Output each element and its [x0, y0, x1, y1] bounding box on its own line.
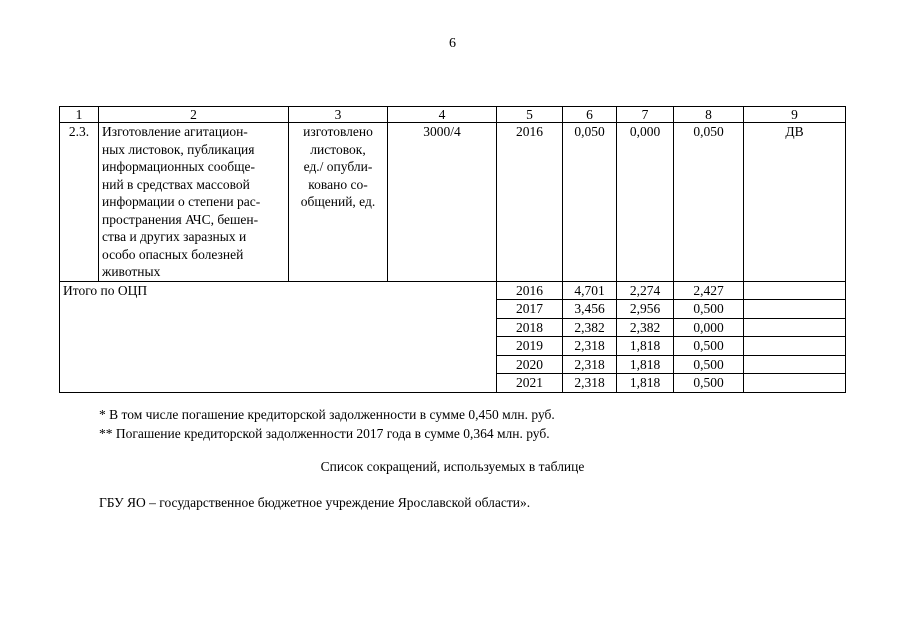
- total-c6: 3,456: [563, 300, 617, 319]
- total-year: 2019: [497, 337, 563, 356]
- abbreviations-title: Список сокращений, используемых в таблице: [320, 459, 585, 474]
- header-cell: 4: [388, 107, 497, 123]
- indicator-line: общений, ед.: [300, 194, 376, 209]
- header-cell: 7: [617, 107, 674, 123]
- row-description: [99, 123, 289, 282]
- header-cell: 8: [674, 107, 744, 123]
- page-number: 6: [449, 36, 456, 51]
- row-col6: 0,050: [563, 123, 617, 282]
- total-year: 2018: [497, 318, 563, 337]
- description-line: информационных сообще-: [102, 159, 256, 174]
- total-c9: [744, 281, 846, 300]
- description-line: ных листовок, публикация: [102, 141, 255, 157]
- row-col7: 0,000: [617, 123, 674, 282]
- total-c9: [744, 337, 846, 356]
- total-year: 2017: [497, 300, 563, 319]
- footnotes: [99, 405, 555, 443]
- footnote: ** Погашение кредиторской задолженности 2017 года в сумме 0,364 млн. руб.: [99, 426, 550, 441]
- total-c6: 2,318: [563, 337, 617, 356]
- row-col8: 0,050: [674, 123, 744, 282]
- description-line: пространения АЧС, бешен-: [102, 211, 259, 227]
- row-col9: ДВ: [744, 123, 846, 282]
- indicator-line: листовок,: [310, 141, 366, 157]
- total-c9: [744, 355, 846, 374]
- total-c7: 1,818: [617, 337, 674, 356]
- total-c9: [744, 374, 846, 393]
- header-cell: 1: [60, 107, 99, 123]
- total-year: 2021: [497, 374, 563, 393]
- total-year: 2020: [497, 355, 563, 374]
- total-c7: 2,382: [617, 318, 674, 337]
- description-line: информации о степени рас-: [102, 194, 261, 209]
- table-header-row: [60, 107, 846, 123]
- total-c6: 4,701: [563, 281, 617, 300]
- description-line: особо опасных болезней: [102, 246, 244, 262]
- total-c6: 2,318: [563, 374, 617, 393]
- row-year: 2016: [497, 123, 563, 282]
- total-label: Итого по ОЦП: [60, 281, 497, 392]
- total-c8: 0,000: [674, 318, 744, 337]
- total-c8: 0,500: [674, 337, 744, 356]
- total-c7: 1,818: [617, 355, 674, 374]
- total-c6: 2,382: [563, 318, 617, 337]
- total-c8: 0,500: [674, 300, 744, 319]
- header-cell: 9: [744, 107, 846, 123]
- total-c9: [744, 318, 846, 337]
- row-indicator: [289, 123, 388, 282]
- total-row: [60, 281, 846, 300]
- total-c8: 0,500: [674, 374, 744, 393]
- description-line: ний в средствах массовой: [102, 176, 250, 192]
- row-value: 3000/4: [388, 123, 497, 282]
- header-cell: 5: [497, 107, 563, 123]
- indicator-line: изготовлено: [303, 124, 373, 139]
- total-c6: 2,318: [563, 355, 617, 374]
- total-c7: 2,956: [617, 300, 674, 319]
- indicator-line: ковано со-: [308, 176, 368, 192]
- row-number: 2.3.: [60, 123, 99, 282]
- footnote: * В том числе погашение кредиторской задолженности в сумме 0,450 млн. руб.: [99, 407, 555, 422]
- description-line: Изготовление агитацион-: [102, 124, 248, 139]
- indicator-line: ед./ опубли-: [303, 159, 373, 174]
- total-c9: [744, 300, 846, 319]
- header-cell: 3: [289, 107, 388, 123]
- abbreviation-entry: ГБУ ЯО – государственное бюджетное учреждение Ярославской области».: [99, 495, 531, 510]
- program-table: [59, 106, 846, 393]
- description-line: животных: [102, 264, 161, 279]
- total-c7: 2,274: [617, 281, 674, 300]
- table-row: [60, 123, 846, 282]
- header-cell: 6: [563, 107, 617, 123]
- total-year: 2016: [497, 281, 563, 300]
- total-c8: 0,500: [674, 355, 744, 374]
- description-line: ства и других заразных и: [102, 229, 247, 244]
- total-c7: 1,818: [617, 374, 674, 393]
- header-cell: 2: [99, 107, 289, 123]
- total-c8: 2,427: [674, 281, 744, 300]
